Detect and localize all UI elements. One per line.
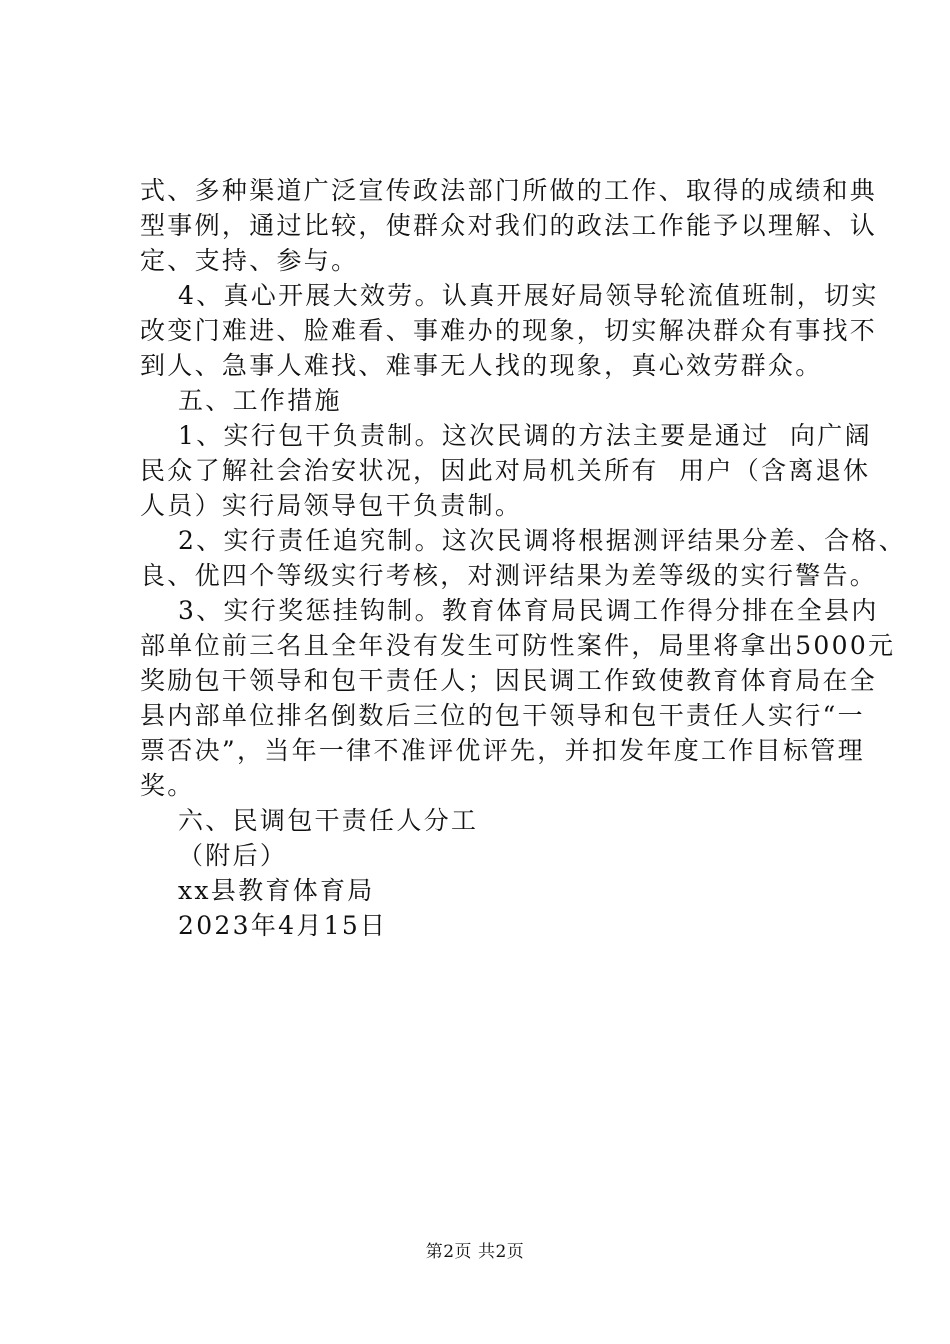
text-line-17: 票否决”，当年一律不准评优评先，并扣发年度工作目标管理 [140, 736, 865, 765]
text-line-14: 部单位前三名且全年没有发生可防性案件，局里将拿出5000元 [140, 631, 896, 660]
page-number-footer: 第2页 共2页 [425, 1242, 525, 1262]
signature-organization: xx县教育体育局 [178, 876, 375, 905]
text-line-12: 良、优四个等级实行考核，对测评结果为差等级的实行警告。 [140, 561, 878, 590]
text-line-10: 人员）实行局领导包干负责制。 [140, 491, 523, 520]
text-line-11: 2、实行责任追究制。这次民调将根据测评结果分差、合格、 [178, 526, 907, 555]
text-line-18: 奖。 [140, 771, 195, 800]
signature-date: 2023年4月15日 [178, 911, 388, 940]
text-line-1: 式、多种渠道广泛宣传政法部门所做的工作、取得的成绩和典 [140, 176, 878, 205]
text-line-5: 改变门难进、脸难看、事难办的现象，切实解决群众有事找不 [140, 316, 878, 345]
text-line-8: 1、实行包干负责制。这次民调的方法主要是通过 向广阔 [178, 421, 872, 450]
text-line-6: 到人、急事人难找、难事无人找的现象，真心效劳群众。 [140, 351, 823, 380]
text-line-2: 型事例，通过比较，使群众对我们的政法工作能予以理解、认 [140, 211, 878, 240]
text-line-16: 县内部单位排名倒数后三位的包干领导和包干责任人实行“一 [140, 701, 865, 730]
text-line-9: 民众了解社会治安状况，因此对局机关所有 用户（含离退休 [140, 456, 871, 485]
text-line-4: 4、真心开展大效劳。认真开展好局领导轮流值班制，切实 [178, 281, 879, 310]
text-line-15: 奖励包干领导和包干责任人；因民调工作致使教育体育局在全 [140, 666, 878, 695]
text-line-3: 定、支持、参与。 [140, 246, 359, 275]
attachment-note: （附后） [178, 841, 288, 870]
text-line-13: 3、实行奖惩挂钩制。教育体育局民调工作得分排在全县内 [178, 596, 879, 625]
section-heading-5: 五、工作措施 [178, 386, 342, 415]
section-heading-6: 六、民调包干责任人分工 [178, 806, 479, 835]
